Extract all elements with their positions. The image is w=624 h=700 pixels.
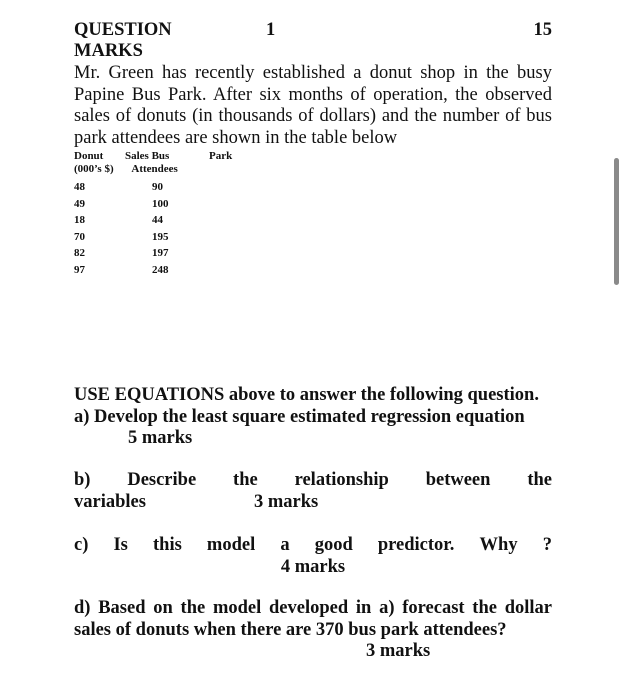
cell-sales: 70 (74, 230, 85, 243)
part-c-word: ? (542, 535, 552, 555)
part-a-text: a) Develop the least square estimated regression equation (74, 406, 525, 427)
header-sales-bus: Sales Bus (125, 150, 170, 162)
cell-sales: 49 (74, 197, 85, 210)
table-row (74, 231, 232, 248)
cell-sales: 48 (74, 181, 85, 193)
cell-attendees: 195 (152, 230, 169, 243)
part-b-marks: 3 marks (254, 491, 319, 512)
part-c-word: a (280, 535, 290, 555)
cell-attendees: 90 (152, 181, 163, 193)
part-c-word: Is (113, 535, 128, 555)
cell-attendees: 100 (152, 197, 169, 210)
table-row (74, 264, 232, 281)
header-donut: Donut (74, 150, 104, 162)
table-row (74, 247, 232, 264)
header-units: (000’s $) (74, 163, 114, 175)
question-word: QUESTION (74, 20, 172, 40)
part-b-word: the (233, 470, 258, 490)
table-row (74, 214, 232, 231)
part-b-line (74, 470, 552, 492)
part-c-word: model (206, 535, 256, 555)
part-c-word: Why (479, 535, 518, 555)
cell-sales: 97 (74, 263, 85, 276)
cell-attendees: 44 (152, 214, 163, 226)
intro-paragraph: Mr. Green has recently established a donut shop in the busy Papine Bus Park. After six months of operation, the observed sales of donuts (in thousands of dollars) and the number of bus park attendees are shown in the table below (74, 63, 552, 148)
question-number: 1 (266, 20, 276, 40)
part-c-section (74, 535, 552, 578)
data-table (74, 150, 232, 280)
part-b-line2: variables (74, 491, 146, 512)
question-marks-word: MARKS (74, 41, 143, 61)
part-c-line (74, 535, 552, 557)
part-c-word: predictor. (377, 535, 455, 555)
cell-attendees: 197 (152, 247, 169, 259)
part-c-word: this (153, 535, 182, 555)
part-d-section (74, 598, 552, 663)
table-row (74, 198, 232, 215)
part-c-marks: 4 marks (280, 556, 346, 577)
part-c-word: good (314, 535, 353, 555)
part-d-marks: 3 marks (366, 641, 431, 661)
question-marks-value: 15 (533, 20, 552, 40)
header-park: Park (209, 150, 233, 162)
part-d-text: d) Based on the model developed in a) forecast the dollar sales of donuts when there are 370 bus park attendees? (74, 598, 552, 640)
part-a-section (74, 385, 552, 450)
part-b-word: b) (74, 470, 91, 490)
instruction: USE EQUATIONS above to answer the following question. (74, 385, 539, 405)
cell-sales: 82 (74, 247, 85, 259)
part-b-word: between (425, 470, 491, 490)
part-b-word: Describe (127, 470, 197, 490)
part-c-word: c) (74, 535, 89, 555)
part-a-marks: 5 marks (128, 428, 193, 448)
table-row (74, 181, 232, 198)
part-b-word: relationship (294, 470, 389, 490)
scrollbar[interactable] (614, 158, 619, 285)
cell-sales: 18 (74, 214, 85, 226)
cell-attendees: 248 (152, 263, 169, 276)
table-header-row (74, 150, 232, 163)
question-header (74, 20, 552, 61)
part-b-section (74, 470, 552, 513)
part-b-word: the (527, 470, 552, 490)
table-subheader-row (74, 163, 232, 181)
header-attendees: Attendees (131, 163, 178, 175)
